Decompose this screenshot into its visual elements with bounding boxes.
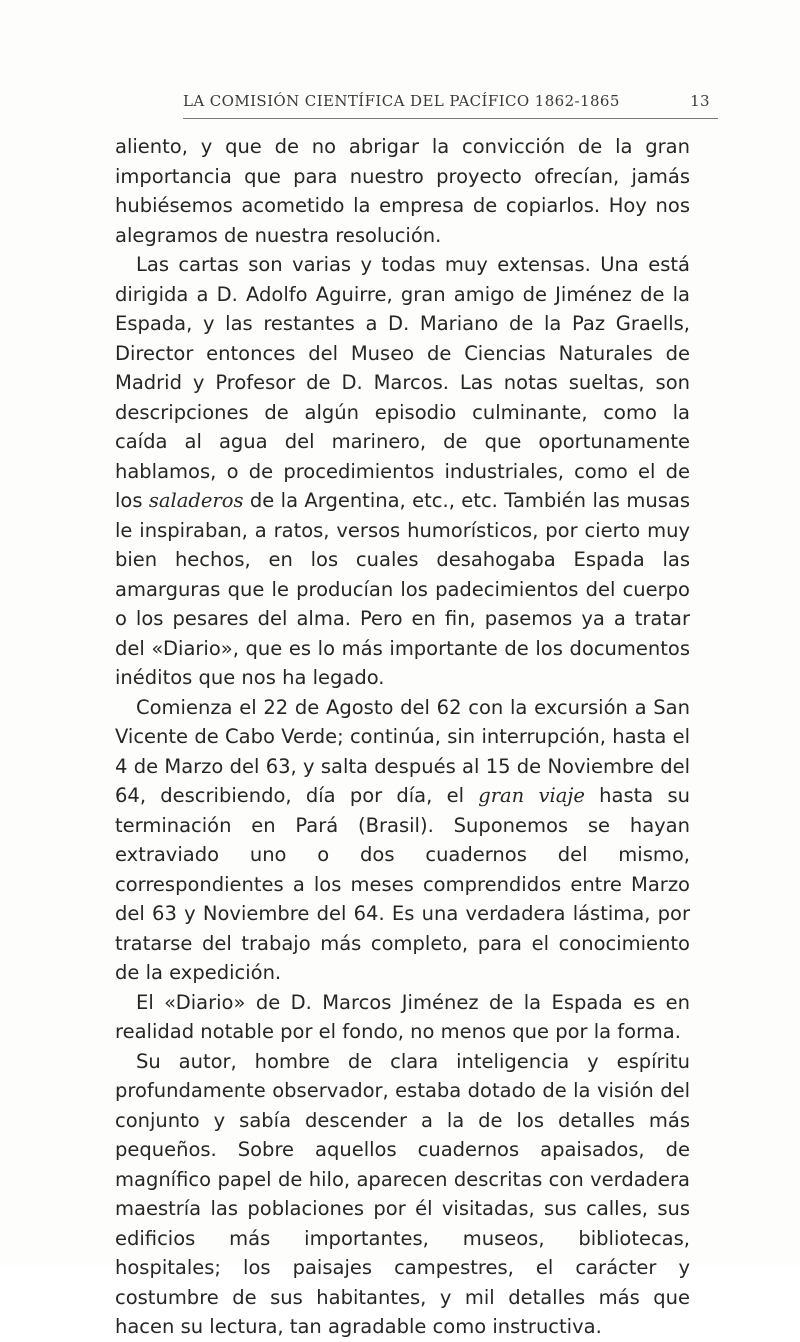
italic-term: gran viaje: [478, 784, 585, 807]
paragraph-text: Comienza el 22 de Agosto del 62 con la excursión a San Vicente de Cabo Verde; continúa, sin interrupción, hasta el 4 de Marzo del 63, y salta después al 15 de Noviembre del 64, describiendo, día por día, el: [115, 695, 690, 807]
running-head: [90, 92, 730, 132]
paragraph-continuation: aliento, y que de no abrigar la convicción de la gran importancia que para nuestro proyecto ofrecían, jamás hubiésemos acometido la empresa de copiarlos. Hoy nos alegramos de nuestra resolución.: [115, 135, 690, 247]
body-text: [115, 132, 690, 1342]
paragraph-text: de la Argentina, etc., etc. También las musas le inspiraban, a ratos, versos humorísticos, por cierto muy bien hechos, en los cuales desahogaba Espada las amarguras que le producían los padecimientos del cuerpo o los pesares del alma. Pero en fin, pasemos ya a tratar del «Diario», que es lo más importante de los documentos inéditos que nos ha legado.: [115, 489, 690, 689]
paragraph-diario: El «Diario» de D. Marcos Jiménez de la Espada es en realidad notable por el fondo, no menos que por la forma.: [115, 990, 690, 1043]
paragraph-autor: Su autor, hombre de clara inteligencia y espíritu profundamente observador, estaba dotado de la visión del conjunto y sabía descender a la de los detalles más pequeños. Sobre aquellos cuadernos apaisados, de magnífico papel de hilo, aparecen descritas con verdadera maestría las poblaciones por él visitadas, sus calles, sus edificios más importantes, museos, bibliotecas, hospitales; los paisajes campestres, el carácter y costumbre de sus habitantes, y mil detalles más que hacen su lectura, tan agradable como instructiva.: [115, 1049, 690, 1338]
paragraph-comienza: [115, 693, 690, 988]
paragraph-text: hasta su terminación en Pará (Brasil). Suponemos se hayan extraviado uno o dos cuadernos del mismo, correspondientes a los meses comprendidos entre Marzo del 63 y Noviembre del 64. Es una verdadera lástima, por tratarse del trabajo más completo, para el conocimiento de la expedición.: [115, 784, 690, 984]
paragraph-cartas: [115, 250, 690, 693]
running-title: LA COMISIÓN CIENTÍFICA DEL PACÍFICO 1862-1865: [183, 92, 620, 110]
page-number: 13: [690, 92, 710, 110]
header-rule: [183, 118, 718, 119]
italic-term: saladeros: [148, 489, 244, 512]
paragraph-text: Las cartas son varias y todas muy extensas. Una está dirigida a D. Adolfo Aguirre, gran amigo de Jiménez de la Espada, y las restantes a D. Mariano de la Paz Graells, Director entonces del Museo de Ciencias Naturales de Madrid y Profesor de D. Marcos. Las notas sueltas, son descripciones de algún episodio culminante, como la caída al agua del marinero, de que oportunamente hablamos, o de procedimientos industriales, como el de los: [115, 253, 690, 512]
